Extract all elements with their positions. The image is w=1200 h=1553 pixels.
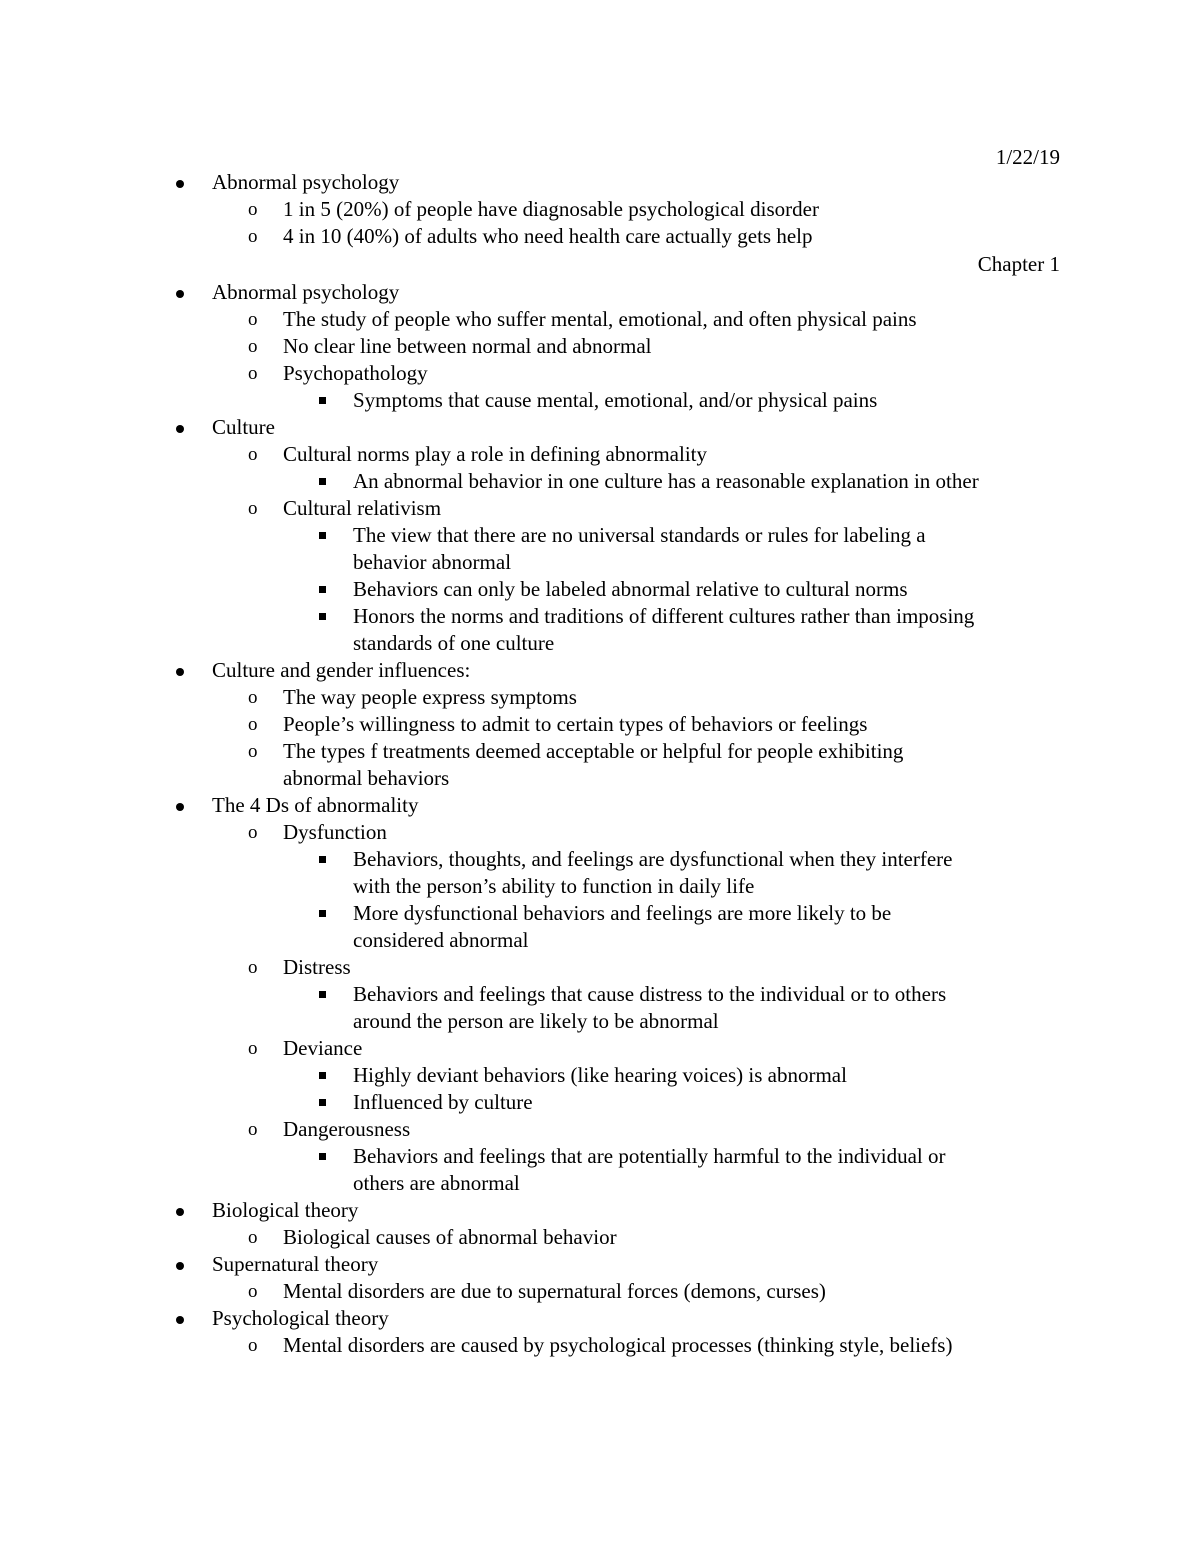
outline-item-level2 xyxy=(0,1224,1200,1251)
outline-item-text: Biological theory xyxy=(212,1198,359,1222)
notes-outline xyxy=(0,169,1200,1359)
hollow-o-bullet-icon: o xyxy=(248,1335,258,1356)
outline-item-text: Highly deviant behaviors (like hearing voices) is abnormal xyxy=(353,1063,847,1087)
square-bullet-icon xyxy=(319,1099,326,1106)
hollow-o-bullet-icon: o xyxy=(248,714,258,735)
hollow-o-bullet-icon: o xyxy=(248,1227,258,1248)
outline-item-text: Supernatural theory xyxy=(212,1252,379,1276)
outline-item-text: The study of people who suffer mental, emotional, and often physical pains xyxy=(283,307,917,331)
outline-item-text: The view that there are no universal standards or rules for labeling a xyxy=(353,523,926,547)
outline-item-level3 xyxy=(0,1089,1200,1116)
outline-item-level2 xyxy=(0,1116,1200,1143)
square-bullet-icon xyxy=(319,1153,326,1160)
outline-item-level3 xyxy=(0,468,1200,495)
outline-item-level1 xyxy=(0,792,1200,819)
outline-item-text: behavior abnormal xyxy=(353,550,512,574)
outline-item-level1 xyxy=(0,1305,1200,1332)
outline-item-level2 xyxy=(0,765,1200,792)
outline-item-level3 xyxy=(0,900,1200,927)
outline-item-level3 xyxy=(0,576,1200,603)
outline-item-text: Culture xyxy=(212,415,275,439)
outline-item-text: Abnormal psychology xyxy=(212,170,400,194)
hollow-o-bullet-icon: o xyxy=(248,1281,258,1302)
outline-item-level2 xyxy=(0,684,1200,711)
square-bullet-icon xyxy=(319,856,326,863)
outline-item-text: Biological causes of abnormal behavior xyxy=(283,1225,617,1249)
square-bullet-icon xyxy=(319,1072,326,1079)
square-bullet-icon xyxy=(319,478,326,485)
outline-item-level3 xyxy=(0,630,1200,657)
hollow-o-bullet-icon: o xyxy=(248,1119,258,1140)
outline-item-level2 xyxy=(0,954,1200,981)
outline-item-level3 xyxy=(0,1170,1200,1197)
hollow-o-bullet-icon: o xyxy=(248,822,258,843)
outline-item-text: Abnormal psychology xyxy=(212,280,400,304)
outline-item-level3 xyxy=(0,603,1200,630)
outline-item-text: The way people express symptoms xyxy=(283,685,577,709)
outline-item-text: Psychopathology xyxy=(283,361,428,385)
outline-item-text: More dysfunctional behaviors and feelings are more likely to be xyxy=(353,901,892,925)
outline-item-text: Honors the norms and traditions of different cultures rather than imposing xyxy=(353,604,975,628)
square-bullet-icon xyxy=(319,532,326,539)
outline-item-text: Behaviors and feelings that are potentially harmful to the individual or xyxy=(353,1144,946,1168)
outline-item-text: The types f treatments deemed acceptable or helpful for people exhibiting xyxy=(283,739,904,763)
outline-item-text: Psychological theory xyxy=(212,1306,389,1330)
outline-item-level2 xyxy=(0,360,1200,387)
outline-item-level1 xyxy=(0,1251,1200,1278)
outline-item-level2 xyxy=(0,1278,1200,1305)
square-bullet-icon xyxy=(319,991,326,998)
outline-item-text: Deviance xyxy=(283,1036,363,1060)
outline-item-level2 xyxy=(0,711,1200,738)
outline-item-level2 xyxy=(0,196,1200,223)
outline-item-level2 xyxy=(0,738,1200,765)
filled-circle-bullet-icon xyxy=(176,180,184,188)
outline-item-text: Behaviors can only be labeled abnormal relative to cultural norms xyxy=(353,577,908,601)
outline-item-level2 xyxy=(0,223,1200,250)
outline-item-text: Behaviors and feelings that cause distress to the individual or to others xyxy=(353,982,947,1006)
outline-item-level1 xyxy=(0,1197,1200,1224)
filled-circle-bullet-icon xyxy=(176,1208,184,1216)
outline-item-level2 xyxy=(0,1035,1200,1062)
chapter-line xyxy=(0,250,1200,279)
outline-item-text: 1 in 5 (20%) of people have diagnosable psychological disorder xyxy=(283,197,819,221)
outline-item-level3 xyxy=(0,927,1200,954)
outline-item-level2 xyxy=(0,306,1200,333)
outline-item-text: Mental disorders are caused by psychological processes (thinking style, beliefs) xyxy=(283,1333,953,1357)
filled-circle-bullet-icon xyxy=(176,425,184,433)
note-date: 1/22/19 xyxy=(995,145,1060,169)
outline-item-text: Dysfunction xyxy=(283,820,387,844)
outline-item-level3 xyxy=(0,387,1200,414)
outline-item-text: Cultural relativism xyxy=(283,496,442,520)
square-bullet-icon xyxy=(319,910,326,917)
outline-item-text: considered abnormal xyxy=(353,928,529,952)
outline-item-text: with the person’s ability to function in daily life xyxy=(353,874,755,898)
hollow-o-bullet-icon: o xyxy=(248,1038,258,1059)
outline-item-level2 xyxy=(0,1332,1200,1359)
square-bullet-icon xyxy=(319,613,326,620)
filled-circle-bullet-icon xyxy=(176,668,184,676)
outline-item-text: An abnormal behavior in one culture has a reasonable explanation in other xyxy=(353,469,979,493)
outline-item-text: People’s willingness to admit to certain types of behaviors or feelings xyxy=(283,712,868,736)
outline-item-level3 xyxy=(0,846,1200,873)
outline-item-level1 xyxy=(0,657,1200,684)
outline-item-text: abnormal behaviors xyxy=(283,766,450,790)
outline-item-level1 xyxy=(0,414,1200,441)
outline-item-level3 xyxy=(0,981,1200,1008)
hollow-o-bullet-icon: o xyxy=(248,336,258,357)
outline-item-text: Mental disorders are due to supernatural forces (demons, curses) xyxy=(283,1279,826,1303)
outline-item-level3 xyxy=(0,1062,1200,1089)
chapter-label: Chapter 1 xyxy=(977,252,1060,276)
outline-item-text: The 4 Ds of abnormality xyxy=(212,793,419,817)
outline-item-text: others are abnormal xyxy=(353,1171,520,1195)
outline-item-level3 xyxy=(0,1008,1200,1035)
outline-item-text: 4 in 10 (40%) of adults who need health care actually gets help xyxy=(283,224,813,248)
hollow-o-bullet-icon: o xyxy=(248,309,258,330)
filled-circle-bullet-icon xyxy=(176,290,184,298)
outline-item-level2 xyxy=(0,333,1200,360)
outline-item-level3 xyxy=(0,1143,1200,1170)
filled-circle-bullet-icon xyxy=(176,1316,184,1324)
outline-item-level2 xyxy=(0,819,1200,846)
outline-item-text: standards of one culture xyxy=(353,631,555,655)
outline-item-level3 xyxy=(0,549,1200,576)
filled-circle-bullet-icon xyxy=(176,1262,184,1270)
filled-circle-bullet-icon xyxy=(176,803,184,811)
outline-item-text: around the person are likely to be abnormal xyxy=(353,1009,719,1033)
hollow-o-bullet-icon: o xyxy=(248,687,258,708)
outline-item-level2 xyxy=(0,441,1200,468)
outline-item-level1 xyxy=(0,279,1200,306)
square-bullet-icon xyxy=(319,586,326,593)
outline-item-text: Distress xyxy=(283,955,351,979)
hollow-o-bullet-icon: o xyxy=(248,444,258,465)
outline-item-level1 xyxy=(0,169,1200,196)
square-bullet-icon xyxy=(319,397,326,404)
outline-item-text: Cultural norms play a role in defining abnormality xyxy=(283,442,707,466)
outline-item-text: Behaviors, thoughts, and feelings are dysfunctional when they interfere xyxy=(353,847,953,871)
hollow-o-bullet-icon: o xyxy=(248,957,258,978)
hollow-o-bullet-icon: o xyxy=(248,226,258,247)
outline-item-text: Influenced by culture xyxy=(353,1090,533,1114)
outline-item-level2 xyxy=(0,495,1200,522)
outline-item-level3 xyxy=(0,873,1200,900)
outline-item-text: Dangerousness xyxy=(283,1117,411,1141)
hollow-o-bullet-icon: o xyxy=(248,498,258,519)
outline-item-level3 xyxy=(0,522,1200,549)
outline-item-text: Symptoms that cause mental, emotional, and/or physical pains xyxy=(353,388,878,412)
outline-item-text: No clear line between normal and abnormal xyxy=(283,334,652,358)
outline-item-text: Culture and gender influences: xyxy=(212,658,471,682)
hollow-o-bullet-icon: o xyxy=(248,199,258,220)
hollow-o-bullet-icon: o xyxy=(248,363,258,384)
hollow-o-bullet-icon: o xyxy=(248,741,258,762)
